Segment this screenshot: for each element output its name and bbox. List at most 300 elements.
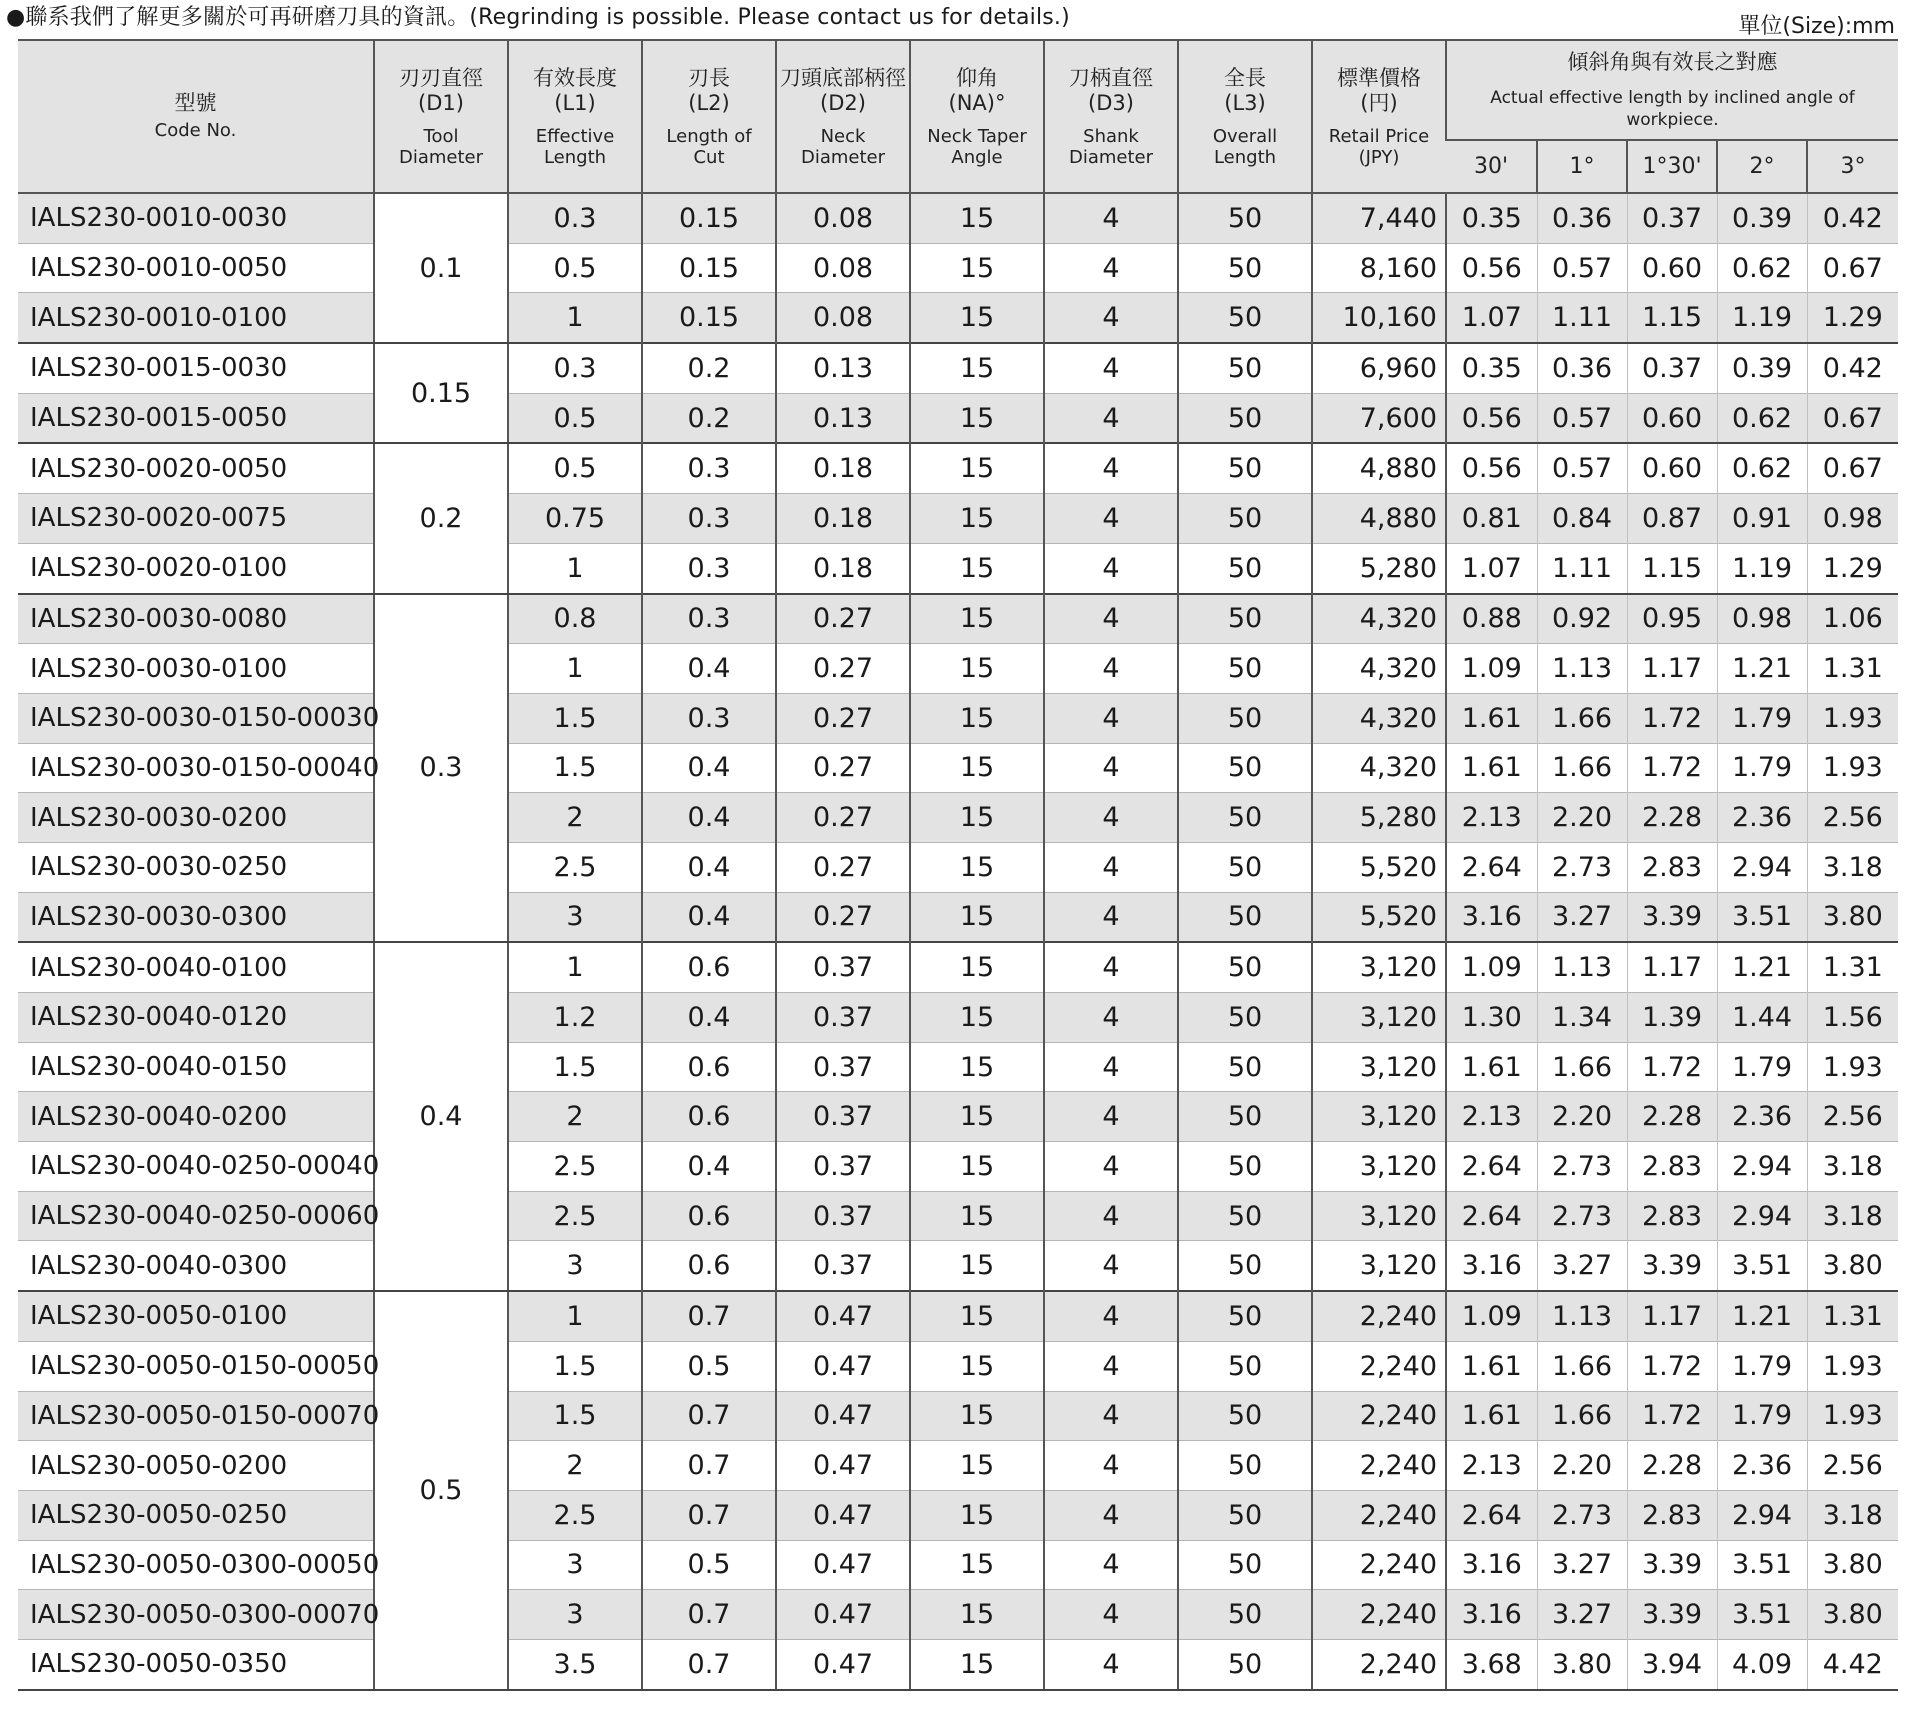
- inclined-length-cell: 1.11: [1537, 293, 1627, 343]
- inclined-length-cell: 4.42: [1807, 1639, 1898, 1689]
- table-row: [18, 942, 1898, 992]
- inclined-length-cell: 1.61: [1446, 1391, 1537, 1441]
- inclined-length-cell: 2.94: [1717, 1142, 1807, 1192]
- neck-taper-angle-cell: 15: [910, 693, 1044, 743]
- inclined-length-cell: 1.19: [1717, 543, 1807, 593]
- header-na: 仰角 (NA)° Neck Taper Angle: [910, 40, 1044, 193]
- inclined-length-cell: 1.31: [1807, 942, 1898, 992]
- neck-taper-angle-cell: 15: [910, 494, 1044, 544]
- effective-length-cell: 0.3: [508, 343, 642, 393]
- neck-diameter-cell: 0.37: [776, 993, 910, 1043]
- inclined-length-cell: 0.98: [1717, 594, 1807, 644]
- retail-price-cell: 2,240: [1312, 1639, 1446, 1689]
- table-row: [18, 193, 1898, 243]
- effective-length-cell: 1.5: [508, 743, 642, 793]
- inclined-length-cell: 1.13: [1537, 644, 1627, 694]
- neck-diameter-cell: 0.47: [776, 1540, 910, 1590]
- spec-table: [18, 39, 1898, 1691]
- retail-price-cell: 3,120: [1312, 1191, 1446, 1241]
- table-row: [18, 1042, 1898, 1092]
- inclined-length-cell: 2.64: [1446, 1142, 1537, 1192]
- code-cell: IALS230-0030-0150-00030: [18, 693, 374, 743]
- inclined-length-cell: 0.57: [1537, 443, 1627, 493]
- inclined-length-cell: 2.56: [1807, 1441, 1898, 1491]
- table-row: [18, 1092, 1898, 1142]
- length-of-cut-cell: 0.6: [642, 1191, 776, 1241]
- inclined-length-cell: 1.09: [1446, 1291, 1537, 1341]
- retail-price-cell: 5,280: [1312, 793, 1446, 843]
- retail-price-cell: 3,120: [1312, 1241, 1446, 1291]
- overall-length-cell: 50: [1178, 193, 1312, 243]
- length-of-cut-cell: 0.3: [642, 443, 776, 493]
- inclined-length-cell: 0.57: [1537, 243, 1627, 293]
- table-row: [18, 1341, 1898, 1391]
- header-angle-2deg: 2°: [1717, 140, 1807, 193]
- retail-price-cell: 4,880: [1312, 494, 1446, 544]
- neck-diameter-cell: 0.27: [776, 892, 910, 942]
- tool-diameter-cell: 0.3: [374, 594, 508, 943]
- retail-price-cell: 7,440: [1312, 193, 1446, 243]
- inclined-length-cell: 2.64: [1446, 1191, 1537, 1241]
- inclined-length-cell: 1.30: [1446, 993, 1537, 1043]
- retail-price-cell: 3,120: [1312, 1042, 1446, 1092]
- shank-diameter-cell: 4: [1044, 942, 1178, 992]
- shank-diameter-cell: 4: [1044, 693, 1178, 743]
- length-of-cut-cell: 0.7: [642, 1391, 776, 1441]
- inclined-length-cell: 2.13: [1446, 1441, 1537, 1491]
- inclined-length-cell: 3.68: [1446, 1639, 1537, 1689]
- shank-diameter-cell: 4: [1044, 892, 1178, 942]
- inclined-length-cell: 3.80: [1807, 1590, 1898, 1640]
- shank-diameter-cell: 4: [1044, 1490, 1178, 1540]
- neck-diameter-cell: 0.18: [776, 494, 910, 544]
- neck-taper-angle-cell: 15: [910, 644, 1044, 694]
- effective-length-cell: 3: [508, 1540, 642, 1590]
- inclined-length-cell: 0.92: [1537, 594, 1627, 644]
- neck-diameter-cell: 0.27: [776, 842, 910, 892]
- inclined-length-cell: 3.27: [1537, 1590, 1627, 1640]
- code-cell: IALS230-0040-0250-00040: [18, 1142, 374, 1192]
- inclined-length-cell: 1.21: [1717, 1291, 1807, 1341]
- inclined-length-cell: 1.61: [1446, 1042, 1537, 1092]
- inclined-length-cell: 3.39: [1627, 1540, 1717, 1590]
- inclined-length-cell: 1.15: [1627, 543, 1717, 593]
- neck-taper-angle-cell: 15: [910, 1540, 1044, 1590]
- tool-diameter-cell: 0.1: [374, 193, 508, 343]
- length-of-cut-cell: 0.4: [642, 743, 776, 793]
- neck-diameter-cell: 0.37: [776, 1092, 910, 1142]
- header-l2: 刃長 (L2) Length of Cut: [642, 40, 776, 193]
- effective-length-cell: 3: [508, 1590, 642, 1640]
- neck-diameter-cell: 0.37: [776, 1042, 910, 1092]
- code-cell: IALS230-0030-0150-00040: [18, 743, 374, 793]
- retail-price-cell: 2,240: [1312, 1490, 1446, 1540]
- length-of-cut-cell: 0.3: [642, 594, 776, 644]
- table-row: [18, 693, 1898, 743]
- shank-diameter-cell: 4: [1044, 1540, 1178, 1590]
- length-of-cut-cell: 0.7: [642, 1590, 776, 1640]
- neck-taper-angle-cell: 15: [910, 993, 1044, 1043]
- overall-length-cell: 50: [1178, 993, 1312, 1043]
- overall-length-cell: 50: [1178, 393, 1312, 443]
- neck-taper-angle-cell: 15: [910, 594, 1044, 644]
- shank-diameter-cell: 4: [1044, 1092, 1178, 1142]
- inclined-length-cell: 1.66: [1537, 693, 1627, 743]
- effective-length-cell: 2.5: [508, 1490, 642, 1540]
- shank-diameter-cell: 4: [1044, 1142, 1178, 1192]
- effective-length-cell: 0.75: [508, 494, 642, 544]
- effective-length-cell: 1: [508, 644, 642, 694]
- neck-diameter-cell: 0.27: [776, 594, 910, 644]
- table-row: [18, 1191, 1898, 1241]
- neck-diameter-cell: 0.47: [776, 1590, 910, 1640]
- code-cell: IALS230-0030-0200: [18, 793, 374, 843]
- table-row: [18, 243, 1898, 293]
- top-note: ●聯系我們了解更多關於可再研磨刀具的資訊。(Regrinding is possible. Please contact us for details.): [6, 5, 1070, 30]
- inclined-length-cell: 0.42: [1807, 343, 1898, 393]
- table-row: [18, 743, 1898, 793]
- inclined-length-cell: 2.64: [1446, 842, 1537, 892]
- header-d3: 刀柄直徑 (D3) Shank Diameter: [1044, 40, 1178, 193]
- shank-diameter-cell: 4: [1044, 1191, 1178, 1241]
- retail-price-cell: 2,240: [1312, 1590, 1446, 1640]
- code-cell: IALS230-0020-0100: [18, 543, 374, 593]
- inclined-length-cell: 2.56: [1807, 793, 1898, 843]
- table-row: [18, 1391, 1898, 1441]
- inclined-length-cell: 0.57: [1537, 393, 1627, 443]
- shank-diameter-cell: 4: [1044, 443, 1178, 493]
- inclined-length-cell: 3.27: [1537, 892, 1627, 942]
- retail-price-cell: 2,240: [1312, 1540, 1446, 1590]
- inclined-length-cell: 1.07: [1446, 543, 1537, 593]
- overall-length-cell: 50: [1178, 743, 1312, 793]
- code-cell: IALS230-0010-0050: [18, 243, 374, 293]
- table-row: [18, 892, 1898, 942]
- code-cell: IALS230-0050-0250: [18, 1490, 374, 1540]
- overall-length-cell: 50: [1178, 1042, 1312, 1092]
- overall-length-cell: 50: [1178, 1490, 1312, 1540]
- inclined-length-cell: 3.18: [1807, 1490, 1898, 1540]
- table-row: [18, 993, 1898, 1043]
- inclined-length-cell: 0.95: [1627, 594, 1717, 644]
- neck-diameter-cell: 0.47: [776, 1291, 910, 1341]
- retail-price-cell: 5,520: [1312, 892, 1446, 942]
- inclined-length-cell: 2.94: [1717, 1191, 1807, 1241]
- neck-diameter-cell: 0.13: [776, 343, 910, 393]
- inclined-length-cell: 0.56: [1446, 393, 1537, 443]
- header-code: 型號 Code No.: [18, 40, 374, 193]
- header-d2: 刀頭底部柄徑 (D2) Neck Diameter: [776, 40, 910, 193]
- overall-length-cell: 50: [1178, 1191, 1312, 1241]
- overall-length-cell: 50: [1178, 1391, 1312, 1441]
- inclined-length-cell: 2.28: [1627, 793, 1717, 843]
- code-cell: IALS230-0010-0100: [18, 293, 374, 343]
- overall-length-cell: 50: [1178, 793, 1312, 843]
- neck-diameter-cell: 0.27: [776, 644, 910, 694]
- effective-length-cell: 1.5: [508, 1391, 642, 1441]
- effective-length-cell: 1: [508, 293, 642, 343]
- neck-taper-angle-cell: 15: [910, 1191, 1044, 1241]
- inclined-length-cell: 1.17: [1627, 942, 1717, 992]
- neck-taper-angle-cell: 15: [910, 892, 1044, 942]
- overall-length-cell: 50: [1178, 842, 1312, 892]
- shank-diameter-cell: 4: [1044, 543, 1178, 593]
- neck-taper-angle-cell: 15: [910, 243, 1044, 293]
- length-of-cut-cell: 0.3: [642, 494, 776, 544]
- length-of-cut-cell: 0.15: [642, 193, 776, 243]
- inclined-length-cell: 2.13: [1446, 793, 1537, 843]
- effective-length-cell: 1.5: [508, 1042, 642, 1092]
- neck-taper-angle-cell: 15: [910, 1042, 1044, 1092]
- overall-length-cell: 50: [1178, 1341, 1312, 1391]
- code-cell: IALS230-0050-0150-00070: [18, 1391, 374, 1441]
- inclined-length-cell: 0.56: [1446, 243, 1537, 293]
- inclined-length-cell: 1.61: [1446, 1341, 1537, 1391]
- length-of-cut-cell: 0.3: [642, 543, 776, 593]
- inclined-length-cell: 2.64: [1446, 1490, 1537, 1540]
- inclined-length-cell: 1.39: [1627, 993, 1717, 1043]
- neck-taper-angle-cell: 15: [910, 1590, 1044, 1640]
- inclined-length-cell: 1.07: [1446, 293, 1537, 343]
- code-cell: IALS230-0040-0120: [18, 993, 374, 1043]
- inclined-length-cell: 0.67: [1807, 443, 1898, 493]
- code-cell: IALS230-0040-0250-00060: [18, 1191, 374, 1241]
- neck-diameter-cell: 0.08: [776, 293, 910, 343]
- inclined-length-cell: 3.80: [1537, 1639, 1627, 1689]
- overall-length-cell: 50: [1178, 1241, 1312, 1291]
- inclined-length-cell: 0.60: [1627, 443, 1717, 493]
- overall-length-cell: 50: [1178, 942, 1312, 992]
- neck-diameter-cell: 0.47: [776, 1490, 910, 1540]
- overall-length-cell: 50: [1178, 543, 1312, 593]
- table-row: [18, 644, 1898, 694]
- inclined-length-cell: 0.98: [1807, 494, 1898, 544]
- inclined-length-cell: 2.13: [1446, 1092, 1537, 1142]
- effective-length-cell: 2.5: [508, 1191, 642, 1241]
- neck-diameter-cell: 0.27: [776, 793, 910, 843]
- inclined-length-cell: 0.35: [1446, 193, 1537, 243]
- overall-length-cell: 50: [1178, 1092, 1312, 1142]
- neck-taper-angle-cell: 15: [910, 1391, 1044, 1441]
- header-price: 標準價格 (円) Retail Price (JPY): [1312, 40, 1446, 193]
- inclined-length-cell: 0.39: [1717, 343, 1807, 393]
- code-cell: IALS230-0050-0300-00050: [18, 1540, 374, 1590]
- neck-taper-angle-cell: 15: [910, 1490, 1044, 1540]
- inclined-length-cell: 1.21: [1717, 942, 1807, 992]
- inclined-length-cell: 2.83: [1627, 1490, 1717, 1540]
- code-cell: IALS230-0050-0100: [18, 1291, 374, 1341]
- retail-price-cell: 2,240: [1312, 1391, 1446, 1441]
- neck-diameter-cell: 0.47: [776, 1391, 910, 1441]
- overall-length-cell: 50: [1178, 343, 1312, 393]
- table-row: [18, 1490, 1898, 1540]
- inclined-length-cell: 1.34: [1537, 993, 1627, 1043]
- neck-taper-angle-cell: 15: [910, 443, 1044, 493]
- inclined-length-cell: 0.36: [1537, 343, 1627, 393]
- inclined-length-cell: 2.83: [1627, 1142, 1717, 1192]
- table-row: [18, 494, 1898, 544]
- effective-length-cell: 0.5: [508, 243, 642, 293]
- length-of-cut-cell: 0.7: [642, 1291, 776, 1341]
- shank-diameter-cell: 4: [1044, 1441, 1178, 1491]
- inclined-length-cell: 0.37: [1627, 343, 1717, 393]
- neck-diameter-cell: 0.47: [776, 1341, 910, 1391]
- retail-price-cell: 10,160: [1312, 293, 1446, 343]
- retail-price-cell: 4,320: [1312, 693, 1446, 743]
- table-body: [18, 193, 1898, 1690]
- inclined-length-cell: 1.66: [1537, 743, 1627, 793]
- code-cell: IALS230-0040-0300: [18, 1241, 374, 1291]
- inclined-length-cell: 3.16: [1446, 1590, 1537, 1640]
- inclined-length-cell: 4.09: [1717, 1639, 1807, 1689]
- inclined-length-cell: 1.66: [1537, 1391, 1627, 1441]
- retail-price-cell: 3,120: [1312, 1142, 1446, 1192]
- inclined-length-cell: 3.51: [1717, 1241, 1807, 1291]
- inclined-length-cell: 1.13: [1537, 942, 1627, 992]
- table-row: [18, 393, 1898, 443]
- tool-diameter-cell: 0.2: [374, 443, 508, 593]
- effective-length-cell: 2.5: [508, 1142, 642, 1192]
- shank-diameter-cell: 4: [1044, 644, 1178, 694]
- retail-price-cell: 5,280: [1312, 543, 1446, 593]
- unit-label: 單位(Size):mm: [1738, 14, 1895, 39]
- inclined-length-cell: 1.06: [1807, 594, 1898, 644]
- shank-diameter-cell: 4: [1044, 243, 1178, 293]
- overall-length-cell: 50: [1178, 293, 1312, 343]
- header-angle-1deg30min: 1°30': [1627, 140, 1717, 193]
- length-of-cut-cell: 0.6: [642, 1042, 776, 1092]
- header-l1: 有效長度 (L1) Effective Length: [508, 40, 642, 193]
- header-angle-1deg: 1°: [1537, 140, 1627, 193]
- inclined-length-cell: 1.66: [1537, 1341, 1627, 1391]
- inclined-length-cell: 2.73: [1537, 842, 1627, 892]
- inclined-length-cell: 0.87: [1627, 494, 1717, 544]
- code-cell: IALS230-0030-0300: [18, 892, 374, 942]
- effective-length-cell: 1.2: [508, 993, 642, 1043]
- neck-taper-angle-cell: 15: [910, 193, 1044, 243]
- inclined-length-cell: 3.18: [1807, 842, 1898, 892]
- inclined-length-cell: 3.27: [1537, 1540, 1627, 1590]
- length-of-cut-cell: 0.5: [642, 1540, 776, 1590]
- code-cell: IALS230-0050-0200: [18, 1441, 374, 1491]
- inclined-length-cell: 1.56: [1807, 993, 1898, 1043]
- neck-taper-angle-cell: 15: [910, 1241, 1044, 1291]
- table-row: [18, 1142, 1898, 1192]
- effective-length-cell: 1: [508, 543, 642, 593]
- neck-diameter-cell: 0.37: [776, 1142, 910, 1192]
- neck-diameter-cell: 0.08: [776, 193, 910, 243]
- overall-length-cell: 50: [1178, 644, 1312, 694]
- inclined-length-cell: 0.37: [1627, 193, 1717, 243]
- inclined-length-cell: 0.60: [1627, 243, 1717, 293]
- inclined-length-cell: 0.56: [1446, 443, 1537, 493]
- retail-price-cell: 2,240: [1312, 1441, 1446, 1491]
- shank-diameter-cell: 4: [1044, 193, 1178, 243]
- inclined-length-cell: 3.80: [1807, 1540, 1898, 1590]
- length-of-cut-cell: 0.7: [642, 1490, 776, 1540]
- shank-diameter-cell: 4: [1044, 1639, 1178, 1689]
- inclined-length-cell: 3.16: [1446, 892, 1537, 942]
- retail-price-cell: 2,240: [1312, 1291, 1446, 1341]
- overall-length-cell: 50: [1178, 1291, 1312, 1341]
- length-of-cut-cell: 0.2: [642, 343, 776, 393]
- inclined-length-cell: 3.80: [1807, 1241, 1898, 1291]
- code-cell: IALS230-0030-0250: [18, 842, 374, 892]
- inclined-length-cell: 0.91: [1717, 494, 1807, 544]
- shank-diameter-cell: 4: [1044, 793, 1178, 843]
- inclined-length-cell: 3.39: [1627, 892, 1717, 942]
- inclined-length-cell: 3.18: [1807, 1191, 1898, 1241]
- length-of-cut-cell: 0.6: [642, 942, 776, 992]
- retail-price-cell: 2,240: [1312, 1341, 1446, 1391]
- neck-diameter-cell: 0.18: [776, 543, 910, 593]
- header-d1: 刃刃直徑 (D1) Tool Diameter: [374, 40, 508, 193]
- inclined-length-cell: 3.94: [1627, 1639, 1717, 1689]
- inclined-length-cell: 1.31: [1807, 1291, 1898, 1341]
- neck-diameter-cell: 0.27: [776, 743, 910, 793]
- inclined-length-cell: 1.93: [1807, 1341, 1898, 1391]
- inclined-length-cell: 0.42: [1807, 193, 1898, 243]
- overall-length-cell: 50: [1178, 1540, 1312, 1590]
- inclined-length-cell: 3.18: [1807, 1142, 1898, 1192]
- neck-diameter-cell: 0.27: [776, 693, 910, 743]
- inclined-length-cell: 1.17: [1627, 1291, 1717, 1341]
- inclined-length-cell: 1.11: [1537, 543, 1627, 593]
- inclined-length-cell: 3.51: [1717, 892, 1807, 942]
- retail-price-cell: 5,520: [1312, 842, 1446, 892]
- inclined-length-cell: 0.35: [1446, 343, 1537, 393]
- retail-price-cell: 6,960: [1312, 343, 1446, 393]
- table-row: [18, 293, 1898, 343]
- length-of-cut-cell: 0.2: [642, 393, 776, 443]
- shank-diameter-cell: 4: [1044, 393, 1178, 443]
- neck-diameter-cell: 0.37: [776, 942, 910, 992]
- retail-price-cell: 3,120: [1312, 993, 1446, 1043]
- neck-diameter-cell: 0.37: [776, 1241, 910, 1291]
- shank-diameter-cell: 4: [1044, 494, 1178, 544]
- length-of-cut-cell: 0.7: [642, 1639, 776, 1689]
- neck-taper-angle-cell: 15: [910, 1291, 1044, 1341]
- neck-taper-angle-cell: 15: [910, 393, 1044, 443]
- neck-taper-angle-cell: 15: [910, 1639, 1044, 1689]
- length-of-cut-cell: 0.4: [642, 793, 776, 843]
- overall-length-cell: 50: [1178, 1590, 1312, 1640]
- neck-diameter-cell: 0.08: [776, 243, 910, 293]
- inclined-length-cell: 1.17: [1627, 644, 1717, 694]
- overall-length-cell: 50: [1178, 443, 1312, 493]
- length-of-cut-cell: 0.3: [642, 693, 776, 743]
- overall-length-cell: 50: [1178, 1441, 1312, 1491]
- table-row: [18, 1241, 1898, 1291]
- shank-diameter-cell: 4: [1044, 293, 1178, 343]
- table-row: [18, 543, 1898, 593]
- inclined-length-cell: 1.61: [1446, 693, 1537, 743]
- inclined-length-cell: 1.09: [1446, 644, 1537, 694]
- table-row: [18, 594, 1898, 644]
- inclined-length-cell: 2.94: [1717, 842, 1807, 892]
- inclined-length-cell: 2.36: [1717, 1441, 1807, 1491]
- effective-length-cell: 3: [508, 1241, 642, 1291]
- inclined-length-cell: 1.09: [1446, 942, 1537, 992]
- inclined-length-cell: 1.72: [1627, 1341, 1717, 1391]
- inclined-length-cell: 1.72: [1627, 743, 1717, 793]
- code-cell: IALS230-0015-0030: [18, 343, 374, 393]
- effective-length-cell: 1: [508, 942, 642, 992]
- retail-price-cell: 4,880: [1312, 443, 1446, 493]
- inclined-length-cell: 0.67: [1807, 243, 1898, 293]
- neck-diameter-cell: 0.37: [776, 1191, 910, 1241]
- code-cell: IALS230-0040-0150: [18, 1042, 374, 1092]
